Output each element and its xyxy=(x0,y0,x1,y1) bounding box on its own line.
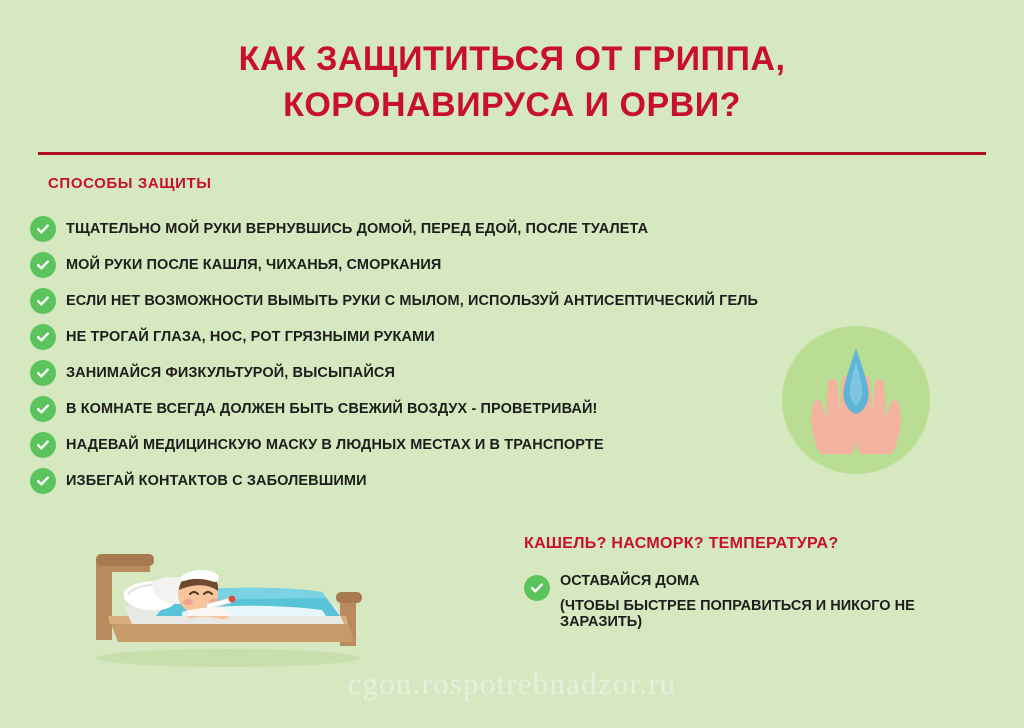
stay-home-label: ОСТАВАЙСЯ ДОМА xyxy=(560,573,700,589)
protection-checklist xyxy=(30,212,830,500)
list-item xyxy=(30,428,830,462)
list-item xyxy=(30,392,830,426)
list-item xyxy=(30,320,830,354)
symptoms-question: КАШЕЛЬ? НАСМОРК? ТЕМПЕРАТУРА? xyxy=(524,535,839,552)
list-item-label: МОЙ РУКИ ПОСЛЕ КАШЛЯ, ЧИХАНЬЯ, СМОРКАНИЯ xyxy=(66,257,442,273)
check-icon xyxy=(30,468,56,494)
stay-home-block xyxy=(524,535,984,630)
check-icon xyxy=(30,432,56,458)
list-item-label: ЕСЛИ НЕТ ВОЗМОЖНОСТИ ВЫМЫТЬ РУКИ С МЫЛОМ, ИСПОЛЬЗУЙ АНТИСЕПТИЧЕСКИЙ ГЕЛЬ xyxy=(66,293,759,309)
check-icon xyxy=(30,288,56,314)
title-line-1: КАК ЗАЩИТИТЬСЯ ОТ ГРИППА, xyxy=(238,40,786,78)
section-heading-protection: СПОСОБЫ ЗАЩИТЫ xyxy=(48,175,212,192)
check-icon xyxy=(524,575,550,601)
list-item-label: ИЗБЕГАЙ КОНТАКТОВ С ЗАБОЛЕВШИМИ xyxy=(66,473,367,489)
title-line-2: КОРОНАВИРУСА И ОРВИ? xyxy=(283,86,741,124)
page-title xyxy=(0,36,1024,128)
list-item xyxy=(30,284,830,318)
check-icon xyxy=(30,252,56,278)
list-item-label: ЗАНИМАЙСЯ ФИЗКУЛЬТУРОЙ, ВЫСЫПАЙСЯ xyxy=(66,365,395,381)
list-item-label: НАДЕВАЙ МЕДИЦИНСКУЮ МАСКУ В ЛЮДНЫХ МЕСТАХ И В ТРАНСПОРТЕ xyxy=(66,437,604,453)
title-divider xyxy=(38,152,986,155)
check-icon xyxy=(30,324,56,350)
list-item xyxy=(30,212,830,246)
check-icon xyxy=(30,396,56,422)
stay-home-row xyxy=(524,573,984,630)
list-item-label: ТЩАТЕЛЬНО МОЙ РУКИ ВЕРНУВШИСЬ ДОМОЙ, ПЕРЕД ЕДОЙ, ПОСЛЕ ТУАЛЕТА xyxy=(66,221,649,237)
list-item-label: НЕ ТРОГАЙ ГЛАЗА, НОС, РОТ ГРЯЗНЫМИ РУКАМИ xyxy=(66,329,435,345)
check-icon xyxy=(30,360,56,386)
hands-washing-illustration xyxy=(782,326,930,474)
list-item xyxy=(30,248,830,282)
check-icon xyxy=(30,216,56,242)
stay-home-note: (ЧТОБЫ БЫСТРЕЕ ПОПРАВИТЬСЯ И НИКОГО НЕ ЗАРАЗИТЬ) xyxy=(560,598,915,630)
list-item xyxy=(30,464,830,498)
list-item xyxy=(30,356,830,390)
sick-person-in-bed-illustration xyxy=(78,520,378,670)
list-item-label: В КОМНАТЕ ВСЕГДА ДОЛЖЕН БЫТЬ СВЕЖИЙ ВОЗДУХ - ПРОВЕТРИВАЙ! xyxy=(66,401,598,417)
watermark-url: cgon.rospotrebnadzor.ru xyxy=(347,666,677,701)
